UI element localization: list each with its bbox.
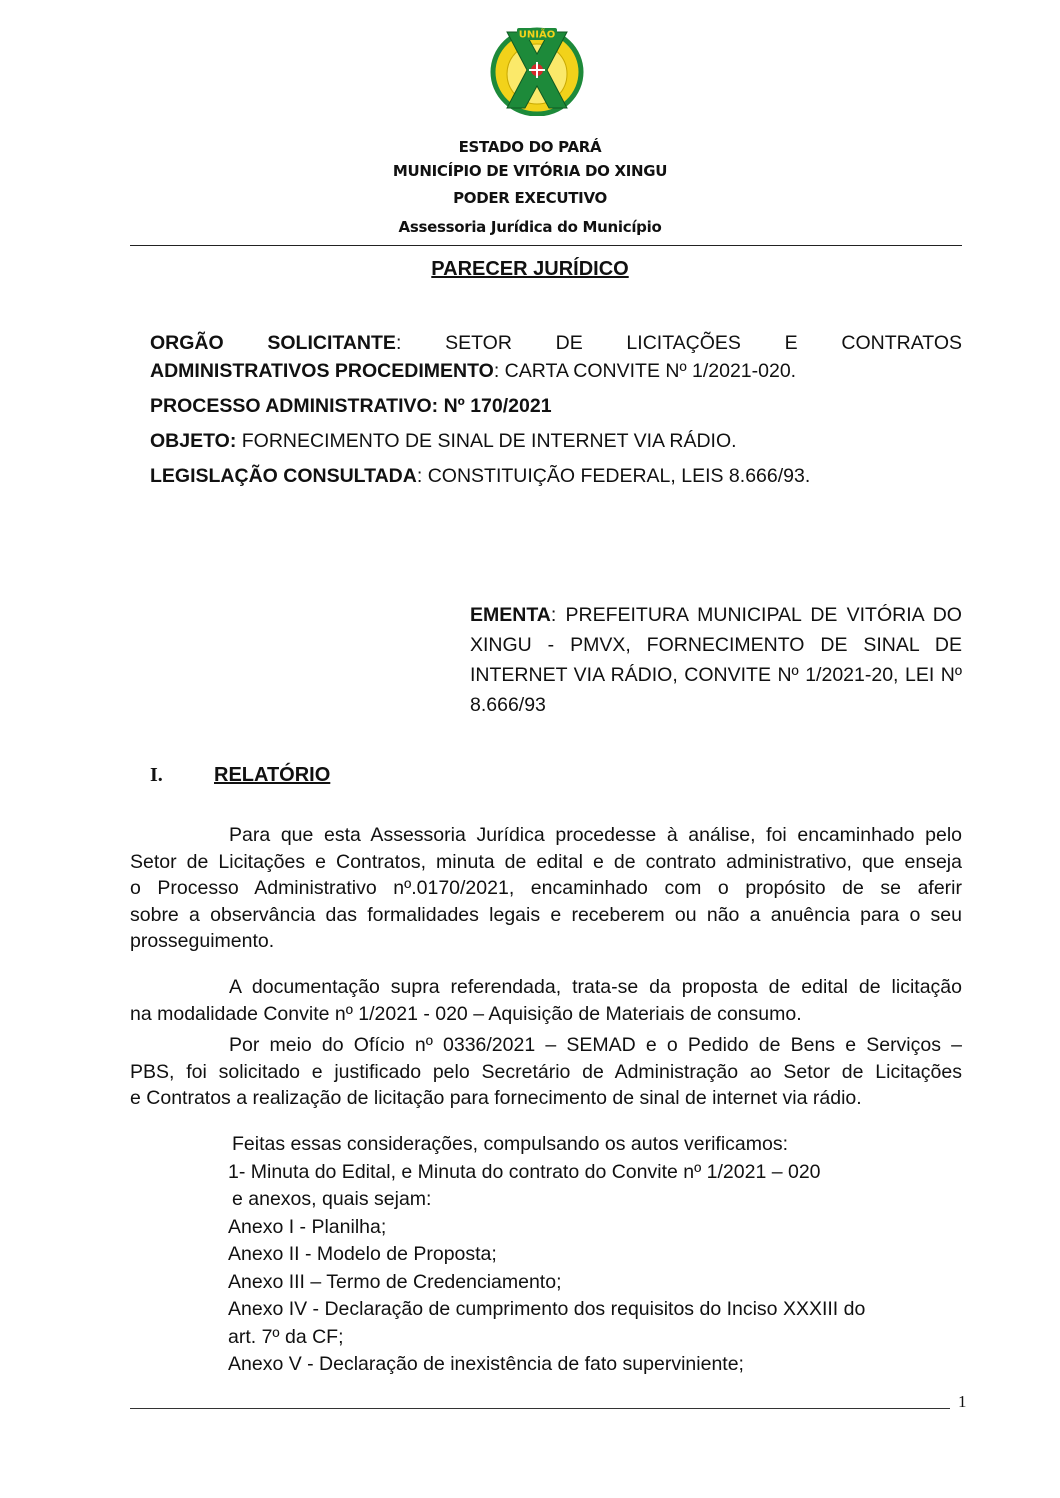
ementa-text: PREFEITURA MUNICIPAL DE VITÓRIA DO XINGU - PMVX, FORNECIMENTO DE SINAL DE INTERNET VIA RÁDIO, CONVITE Nº 1/2021-20, LEI Nº 8.666/93 bbox=[470, 604, 962, 716]
meta-legislacao-line: LEGISLAÇÃO CONSULTADA: CONSTITUIÇÃO FEDERAL, LEIS 8.666/93. bbox=[150, 465, 811, 487]
meta-objeto-line bbox=[150, 428, 737, 455]
paragraph-line: na modalidade Convite nº 1/2021 - 020 – Aquisição de Materiais de consumo. bbox=[130, 1002, 802, 1025]
paragraph-line: Para que esta Assessoria Jurídica procedesse à análise, foi encaminhado pelo bbox=[229, 824, 962, 846]
paragraph-line: Por meio do Ofício nº 0336/2021 – SEMAD e o Pedido de Bens e Serviços – bbox=[229, 1034, 962, 1056]
list-item: Anexo IV - Declaração de cumprimento dos requisitos do Inciso XXXIII do bbox=[228, 1298, 866, 1320]
orgao-value-continued: ADMINISTRATIVOS bbox=[150, 360, 330, 382]
objeto-label: OBJETO: bbox=[150, 430, 237, 452]
paragraph-line: PBS, foi solicitado e justificado pelo Secretário de Administração ao Setor de Licitações bbox=[130, 1060, 962, 1083]
header-state: ESTADO DO PARÁ bbox=[458, 138, 602, 156]
meta-orgao-line: ORGÃO SOLICITANTE: SETOR DE LICITAÇÕES E CONTRATOS bbox=[150, 332, 962, 354]
meta-procedimento-line: ADMINISTRATIVOS PROCEDIMENTO: CARTA CONVITE Nº 1/2021-020. bbox=[150, 360, 797, 382]
list-item: art. 7º da CF; bbox=[228, 1325, 344, 1348]
section-title: RELATÓRIO bbox=[214, 764, 331, 786]
processo-label: PROCESSO ADMINISTRATIVO: Nº 170/2021 bbox=[150, 395, 552, 417]
header-divider bbox=[130, 245, 962, 246]
procedimento-label: PROCEDIMENTO bbox=[334, 360, 494, 382]
ementa-block: EMENTA: PREFEITURA MUNICIPAL DE VITÓRIA DO XINGU - PMVX, FORNECIMENTO DE SINAL DE INTERNET VIA RÁDIO, CONVITE Nº 1/2021-20, LEI Nº 8.666/93 bbox=[470, 604, 962, 716]
list-item: Anexo II - Modelo de Proposta; bbox=[228, 1243, 497, 1265]
list-item: 1- Minuta do Edital, e Minuta do contrato do Convite nº 1/2021 – 020 bbox=[228, 1160, 821, 1183]
legislacao-label: LEGISLAÇÃO CONSULTADA bbox=[150, 465, 417, 487]
annex-list bbox=[228, 1131, 928, 1379]
seal-top-text: UNIÃO bbox=[518, 29, 556, 41]
paragraph-line: o Processo Administrativo nº.0170/2021, encaminhado com o propósito de se aferir bbox=[130, 877, 962, 899]
paragraph-1 bbox=[130, 822, 962, 955]
list-item: Anexo I - Planilha; bbox=[228, 1215, 387, 1238]
procedimento-value: CARTA CONVITE Nº 1/2021-020. bbox=[504, 360, 797, 382]
ementa-label: EMENTA bbox=[470, 604, 551, 626]
header-municipality: MUNICÍPIO DE VITÓRIA DO XINGU bbox=[392, 162, 668, 180]
document-title: PARECER JURÍDICO bbox=[431, 258, 629, 280]
paragraph-line: e Contratos a realização de licitação para fornecimento de sinal de internet via rádio. bbox=[130, 1087, 862, 1109]
paragraph-line: sobre a observância das formalidades legais e receberem ou não a anuência para o seu bbox=[130, 903, 962, 926]
list-item: Anexo III – Termo de Credenciamento; bbox=[228, 1270, 562, 1293]
page-number: 1 bbox=[958, 1392, 967, 1411]
paragraph-line: Setor de Licitações e Contratos, minuta de edital e de contrato administrativo, que enseja bbox=[130, 850, 962, 873]
objeto-value: FORNECIMENTO DE SINAL DE INTERNET VIA RÁDIO. bbox=[241, 430, 737, 452]
paragraph-3 bbox=[130, 1032, 962, 1112]
municipal-seal-logo bbox=[489, 24, 585, 116]
list-item: Feitas essas considerações, compulsando os autos verificamos: bbox=[232, 1133, 789, 1155]
list-item: e anexos, quais sejam: bbox=[232, 1188, 432, 1210]
meta-processo-line bbox=[150, 393, 552, 420]
paragraph-line: prosseguimento. bbox=[130, 930, 275, 952]
paragraph-2 bbox=[130, 974, 962, 1027]
list-item: Anexo V - Declaração de inexistência de fato superviniente; bbox=[228, 1353, 744, 1375]
orgao-value: SETOR DE LICITAÇÕES E CONTRATOS bbox=[445, 332, 962, 354]
legislacao-value: CONSTITUIÇÃO FEDERAL, LEIS 8.666/93. bbox=[427, 465, 811, 487]
header-legal-office: Assessoria Jurídica do Município bbox=[398, 218, 662, 236]
orgao-label: ORGÃO SOLICITANTE bbox=[150, 332, 396, 354]
paragraph-line: A documentação supra referendada, trata-se da proposta de edital de licitação bbox=[229, 976, 962, 998]
section-number: I. bbox=[150, 764, 163, 786]
header-executive: PODER EXECUTIVO bbox=[453, 189, 607, 207]
footer-divider bbox=[130, 1408, 950, 1409]
